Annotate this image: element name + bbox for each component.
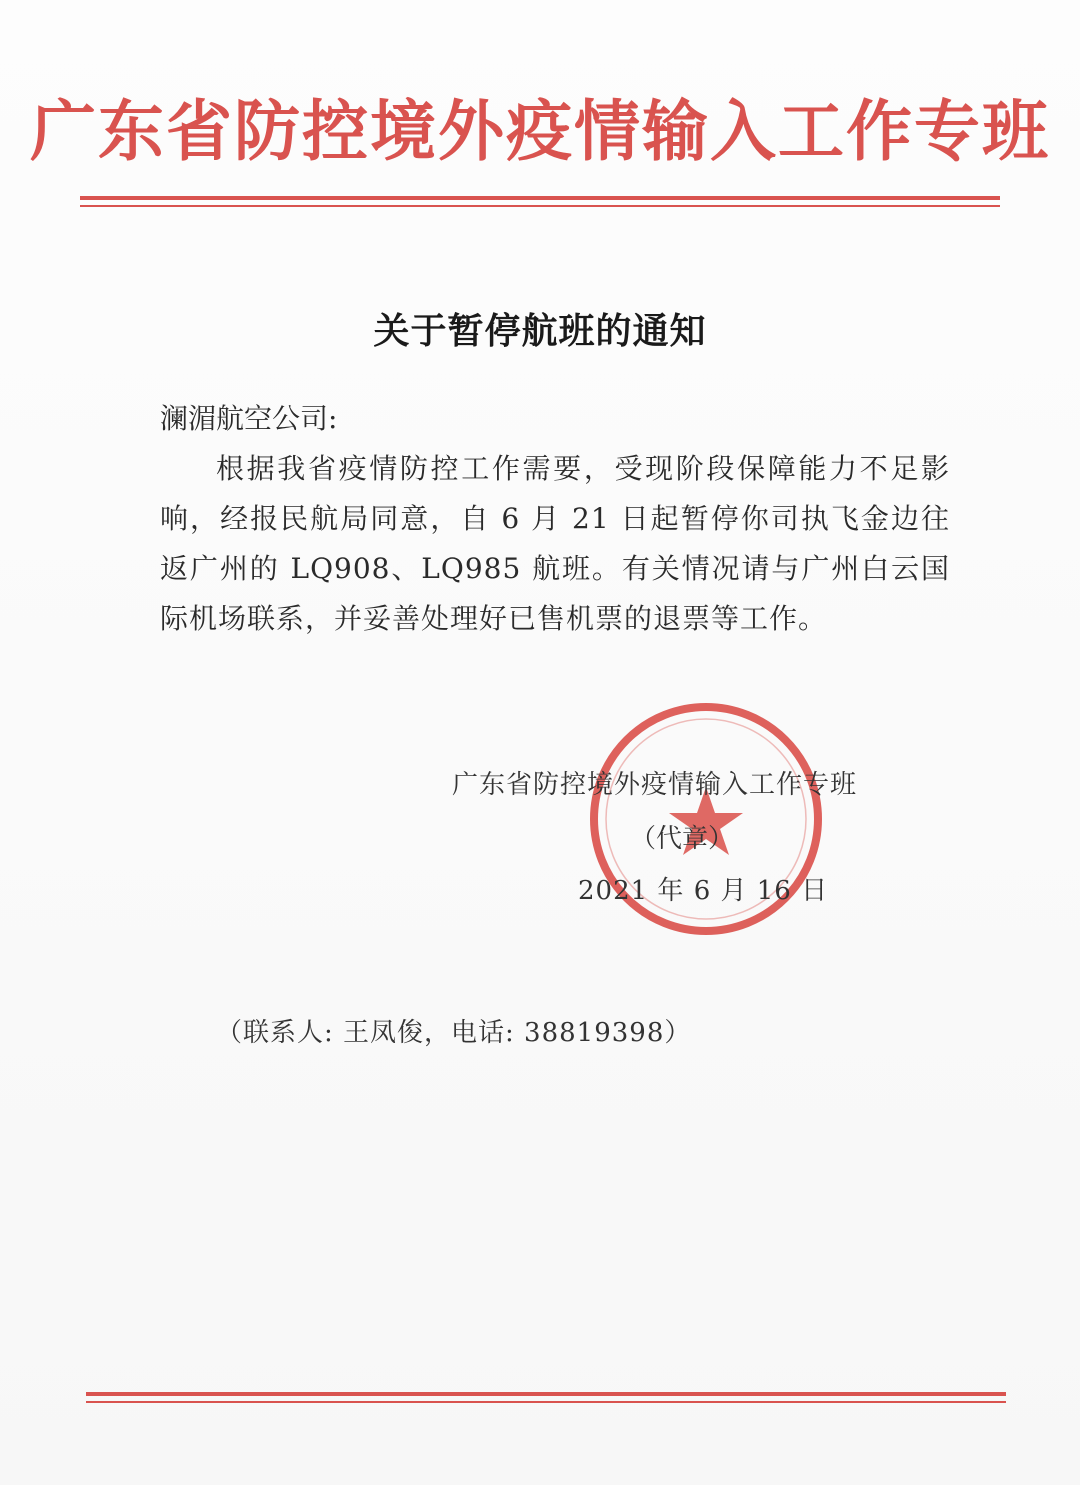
divider-thin-line <box>80 205 1000 207</box>
signature-date: 2021 年 6 月 16 日 <box>578 876 829 906</box>
notice-title: 关于暂停航班的通知 <box>373 310 707 352</box>
signature-organization: 广东省防控境外疫情输入工作专班 <box>452 770 858 800</box>
divider-thin-line <box>86 1401 1006 1403</box>
letterhead-divider <box>80 196 1000 212</box>
divider-thick-line <box>80 196 1000 200</box>
notice-recipient: 澜湄航空公司: <box>160 402 338 435</box>
notice-body: 根据我省疫情防控工作需要，受现阶段保障能力不足影响，经报民航局同意，自 6 月 21 日起暂停你司执飞金边往返广州的 LQ908、LQ985 航班。有关情况请与广州白云国际机场联系，并妥善处理好已售机票的退票等工作。 <box>160 452 950 635</box>
footer-divider <box>86 1392 1006 1408</box>
signature-seal-note: （代章） <box>630 824 735 854</box>
contact-info: （联系人: 王凤俊，电话: 38819398） <box>216 1018 692 1048</box>
divider-thick-line <box>86 1392 1006 1396</box>
letterhead-title: 广东省防控境外疫情输入工作专班 <box>30 92 1050 170</box>
